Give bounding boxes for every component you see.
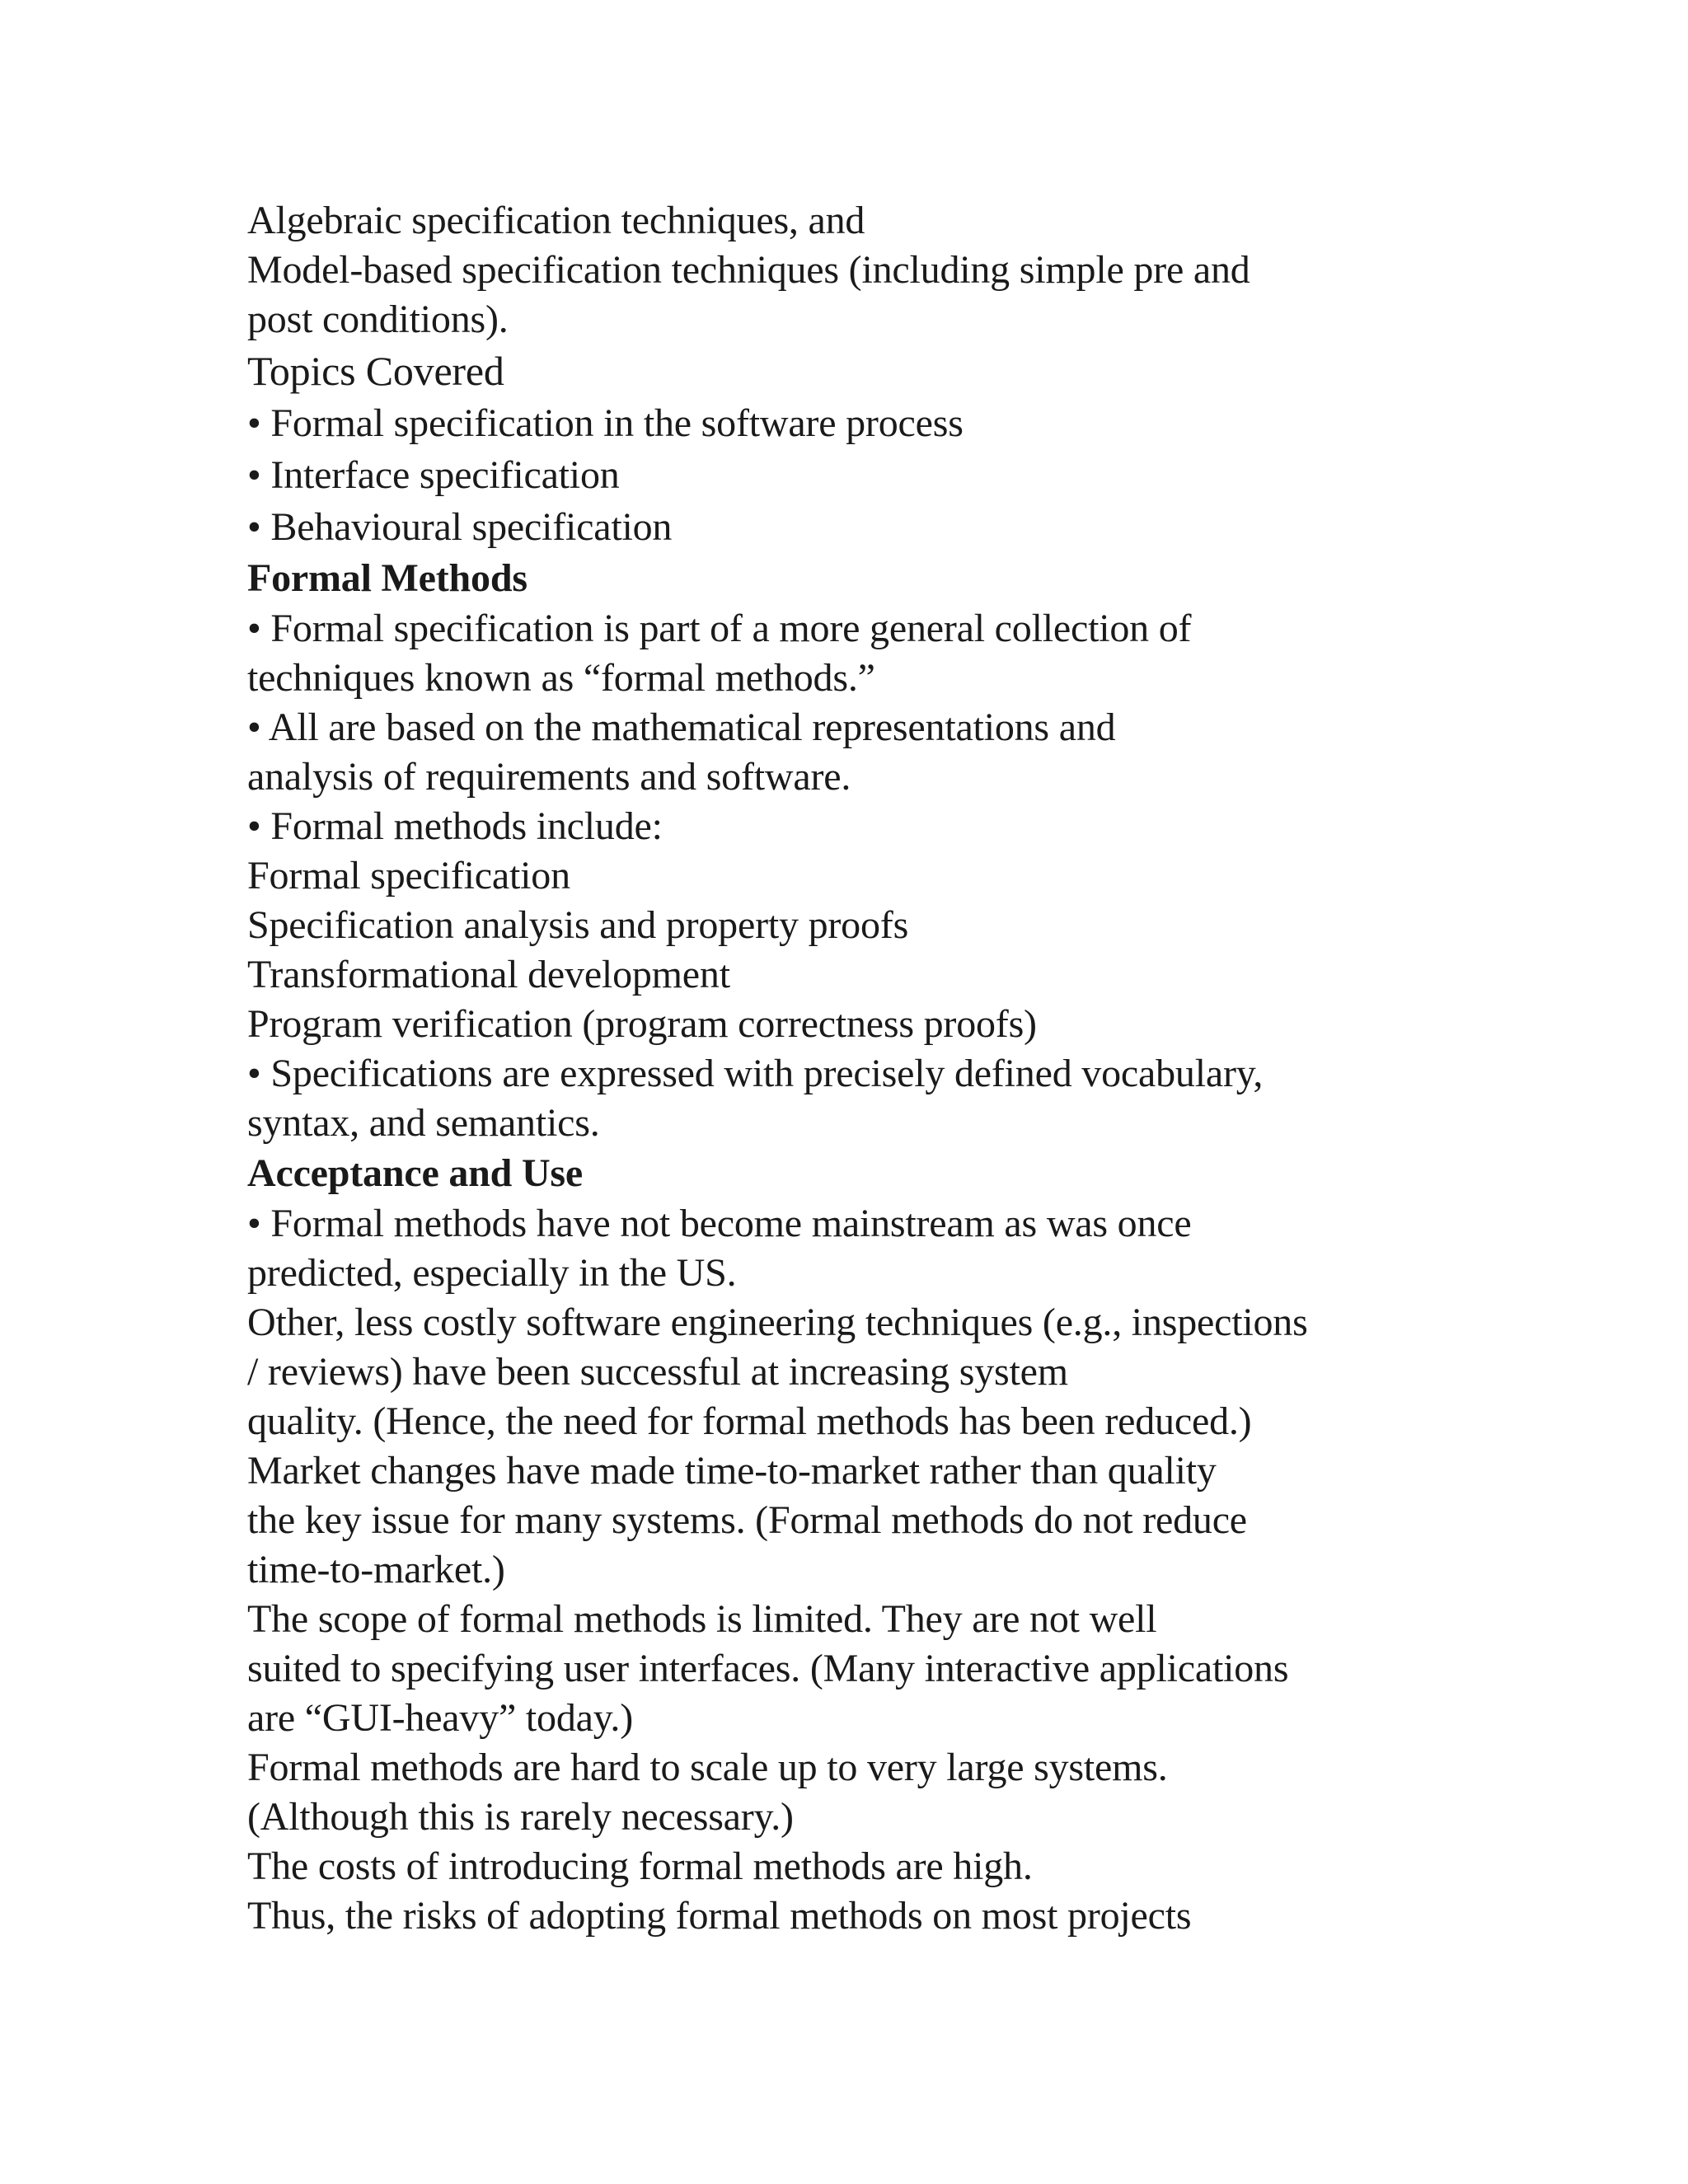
body-text-line: The scope of formal methods is limited. They are not well	[247, 1597, 1157, 1641]
body-text-line: Transformational development	[247, 953, 730, 996]
body-text-line: time-to-market.)	[247, 1548, 505, 1591]
body-text-line: Program verification (program correctness proofs)	[247, 1002, 1037, 1046]
bullet-item: • All are based on the mathematical representations and	[247, 705, 1116, 749]
body-text-line: Formal methods are hard to scale up to very large systems.	[247, 1746, 1168, 1789]
body-text-line: Model-based specification techniques (including simple pre and	[247, 248, 1250, 292]
bullet-item: • Behavioural specification	[247, 505, 673, 549]
bullet-item: • Interface specification	[247, 453, 620, 497]
body-text-line: are “GUI-heavy” today.)	[247, 1696, 634, 1740]
section-heading-formal-methods: Formal Methods	[247, 556, 528, 600]
bullet-item: • Formal specification is part of a more general collection of	[247, 607, 1192, 650]
bullet-item: • Formal methods have not become mainstream as was once	[247, 1202, 1192, 1245]
body-text-line: / reviews) have been successful at increasing system	[247, 1350, 1068, 1394]
body-text-line: syntax, and semantics.	[247, 1101, 600, 1145]
section-heading-acceptance-and-use: Acceptance and Use	[247, 1151, 584, 1195]
bullet-item: • Formal specification in the software process	[247, 401, 964, 445]
body-text-line: Formal specification	[247, 854, 570, 898]
body-text-line: analysis of requirements and software.	[247, 755, 851, 799]
document-page	[247, 196, 1665, 1941]
body-text-line: the key issue for many systems. (Formal methods do not reduce	[247, 1498, 1247, 1542]
body-text-line: Specification analysis and property proofs	[247, 903, 909, 947]
body-text-line: Market changes have made time-to-market rather than quality	[247, 1449, 1217, 1493]
bullet-item: • Formal methods include:	[247, 804, 663, 848]
body-text-line: post conditions).	[247, 298, 509, 341]
body-text-line: (Although this is rarely necessary.)	[247, 1795, 794, 1839]
bullet-item: • Specifications are expressed with precisely defined vocabulary,	[247, 1052, 1264, 1095]
section-heading-topics-covered: Topics Covered	[247, 348, 504, 394]
body-text-line: predicted, especially in the US.	[247, 1251, 737, 1295]
body-text-line: Thus, the risks of adopting formal methods on most projects	[247, 1894, 1192, 1938]
body-text-line: suited to specifying user interfaces. (Many interactive applications	[247, 1647, 1289, 1690]
body-text-line: Other, less costly software engineering techniques (e.g., inspections	[247, 1301, 1308, 1344]
body-text-line: Algebraic specification techniques, and	[247, 199, 865, 242]
body-text-line: The costs of introducing formal methods are high.	[247, 1844, 1033, 1888]
body-text-line: techniques known as “formal methods.”	[247, 656, 875, 700]
body-text-line: quality. (Hence, the need for formal methods has been reduced.)	[247, 1399, 1252, 1443]
